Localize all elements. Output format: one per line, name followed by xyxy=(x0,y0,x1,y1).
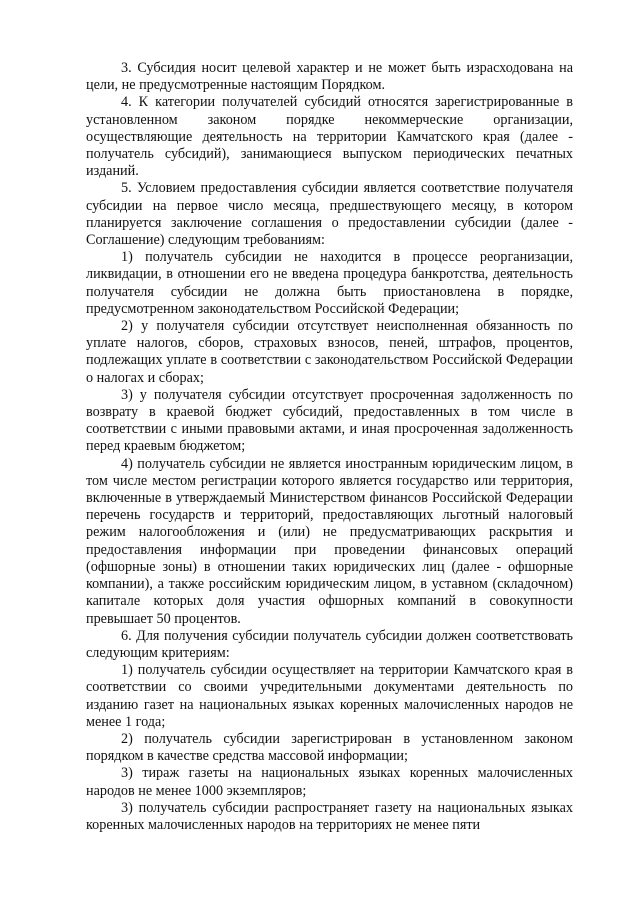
criterion-2-registration: 2) получатель субсидии зарегистрирован в установленном законом порядком в качестве средства массовой информации; xyxy=(86,730,573,765)
criterion-3-circulation: 3) тираж газеты на национальных языках коренных малочисленных народов не менее 1000 экземпляров; xyxy=(86,765,573,799)
paragraph-4-recipient-category: 4. К категории получателей субсидий относятся зарегистрированные в установленном законом порядке некоммерческие организации, осуществляющие деятельность на территории Камчатского края (далее - получатель субсидий), занимающиеся выпуском периодических печатных изданий. xyxy=(86,94,573,180)
document-page xyxy=(86,60,573,834)
condition-2-no-tax-debt: 2) у получателя субсидии отсутствует неисполненная обязанность по уплате налогов, сборов, страховых взносов, пеней, штрафов, процентов, подлежащих уплате в соответствии с законодательством Российской Федерации о налогах и сборах; xyxy=(86,318,573,386)
paragraph-3-subsidy-purpose: 3. Субсидия носит целевой характер и не может быть израсходована на цели, не предусмотренные настоящим Порядком. xyxy=(86,60,573,94)
paragraph-6-criteria: 6. Для получения субсидии получатель субсидии должен соответствовать следующим критериям: xyxy=(86,627,573,661)
condition-3-no-budget-debt: 3) у получателя субсидии отсутствует просроченная задолженность по возврату в краевой бюджет субсидий, предоставленных в том числе в соответствии с иными правовыми актами, и иная просроченная задолженность перед краевым бюджетом; xyxy=(86,386,573,455)
condition-4-not-foreign-entity: 4) получатель субсидии не является иностранным юридическим лицом, в том числе местом регистрации которого является государство или территория, включенные в утверждаемый Министерством финансов Российской Федерации перечень государств и территорий, предоставляющих льготный налоговый режим налогообложения и (или) не предусматривающих раскрытия и предоставления информации при проведении финансовых операций (офшорные зоны) в отношении таких юридических лиц (далее - офшорные компании), а также российским юридическим лицом, в уставном (складочном) капитале которых доля участия офшорных компаний в совокупности превышает 50 процентов. xyxy=(86,455,573,627)
paragraph-5-conditions: 5. Условием предоставления субсидии является соответствие получателя субсидии на первое число месяца, предшествующего месяцу, в котором планируется заключение соглашения о предоставлении субсидии (далее - Соглашение) следующим требованиям: xyxy=(86,180,573,249)
criterion-4-distribution: 3) получатель субсидии распространяет газету на национальных языках коренных малочисленных народов на территориях не менее пяти xyxy=(86,799,573,833)
criterion-1-activity: 1) получатель субсидии осуществляет на территории Камчатского края в соответствии со своими учредительными документами деятельность по изданию газет на национальных языках коренных малочисленных народов не менее 1 года; xyxy=(86,662,573,730)
condition-1-no-reorganization: 1) получатель субсидии не находится в процессе реорганизации, ликвидации, в отношении его не введена процедура банкротства, деятельность получателя субсидии не должна быть приостановлена в порядке, предусмотренном законодательством Российской Федерации; xyxy=(86,249,573,317)
